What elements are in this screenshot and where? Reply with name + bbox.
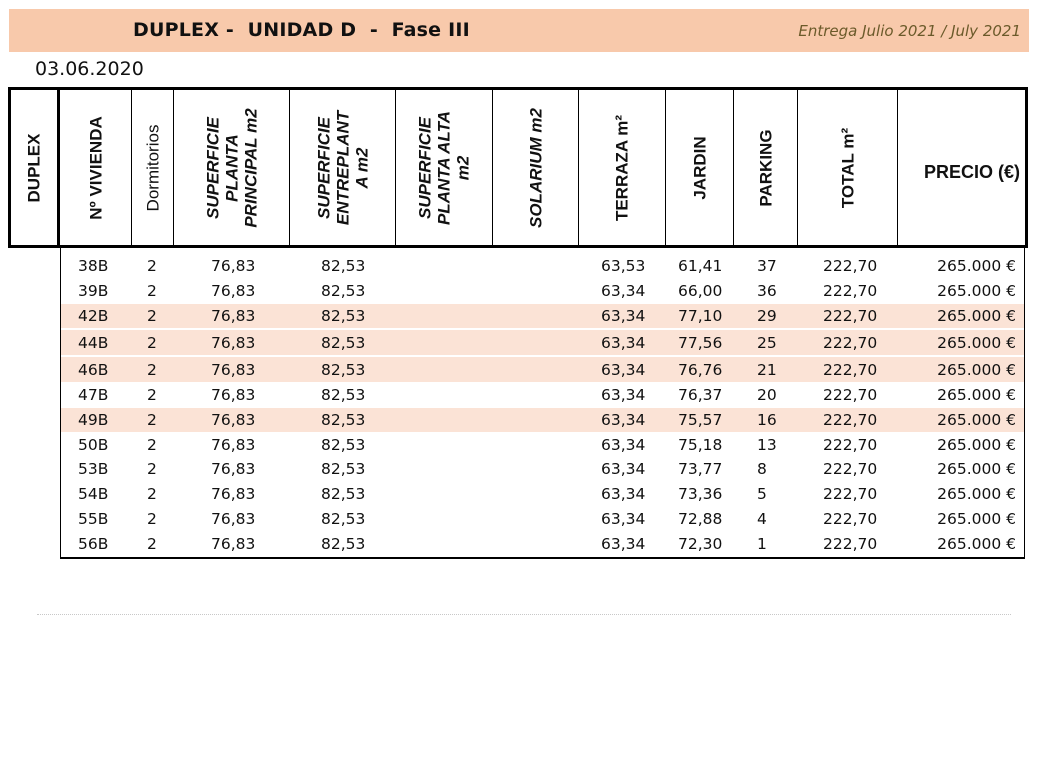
cell-jardin: 75,18 (678, 435, 723, 454)
cell-terraza: 63,34 (601, 435, 646, 454)
table-row (61, 433, 1024, 456)
table-row (61, 384, 1024, 406)
cell-sup_entreplanta: 82,53 (321, 386, 366, 404)
cell-dormitorios: 2 (147, 257, 157, 275)
cell-jardin: 76,37 (678, 386, 723, 404)
cell-precio: 265.000 € (937, 257, 1016, 275)
cell-total: 222,70 (823, 282, 878, 300)
cell-jardin: 72,88 (678, 510, 723, 528)
cell-jardin: 76,76 (678, 360, 723, 379)
cell-parking: 1 (757, 534, 767, 553)
table-row (61, 482, 1024, 506)
cell-precio: 265.000 € (937, 435, 1016, 454)
header-label-solarium: SOLARIUM m2 (526, 107, 545, 228)
cell-precio: 265.000 € (937, 534, 1016, 553)
cell-terraza: 63,53 (601, 257, 646, 275)
cell-sup_principal: 76,83 (211, 534, 256, 553)
cell-parking: 20 (757, 386, 777, 404)
cell-jardin: 75,57 (678, 411, 723, 429)
cell-parking: 8 (757, 459, 767, 478)
header-label-sup_principal: SUPERFICIE PLANTA PRINCIPAL m2 (203, 107, 260, 228)
cell-vivienda: 47B (78, 386, 109, 404)
cell-sup_principal: 76,83 (211, 411, 256, 429)
header-col-parking (734, 90, 798, 245)
cell-precio: 265.000 € (937, 510, 1016, 528)
cell-terraza: 63,34 (601, 485, 646, 503)
cell-precio: 265.000 € (937, 360, 1016, 379)
header-col-dormitorios (132, 90, 174, 245)
cell-parking: 36 (757, 282, 777, 300)
cell-dormitorios: 2 (147, 333, 157, 352)
header-label-dormitorios: Dormitorios (143, 124, 162, 211)
header-col-duplex (11, 90, 60, 245)
cell-parking: 29 (757, 307, 777, 325)
cell-sup_principal: 76,83 (211, 435, 256, 454)
header-label-total: TOTAL m² (838, 127, 857, 208)
cell-terraza: 63,34 (601, 459, 646, 478)
cell-total: 222,70 (823, 435, 878, 454)
table-row (61, 330, 1024, 355)
cell-sup_principal: 76,83 (211, 257, 256, 275)
header-col-total (798, 90, 898, 245)
cell-parking: 5 (757, 485, 767, 503)
cell-total: 222,70 (823, 459, 878, 478)
cell-precio: 265.000 € (937, 386, 1016, 404)
header-col-sup_entreplanta (290, 90, 396, 245)
cell-precio: 265.000 € (937, 307, 1016, 325)
cell-sup_principal: 76,83 (211, 459, 256, 478)
header-col-sup_alta (396, 90, 493, 245)
table-row (61, 408, 1024, 432)
cell-vivienda: 55B (78, 510, 109, 528)
header-col-sup_principal (174, 90, 290, 245)
cell-precio: 265.000 € (937, 282, 1016, 300)
cell-jardin: 73,77 (678, 459, 723, 478)
table-row (61, 532, 1024, 555)
title-banner (9, 9, 1029, 52)
delivery-date-note: Entrega Julio 2021 / July 2021 (798, 22, 1021, 40)
cell-total: 222,70 (823, 360, 878, 379)
header-col-jardin (666, 90, 734, 245)
table-header (8, 87, 1028, 248)
cell-total: 222,70 (823, 386, 878, 404)
cell-sup_entreplanta: 82,53 (321, 257, 366, 275)
cell-dormitorios: 2 (147, 459, 157, 478)
cell-sup_entreplanta: 82,53 (321, 485, 366, 503)
cell-parking: 4 (757, 510, 767, 528)
header-label-terraza: TERRAZA m² (612, 114, 632, 221)
cell-total: 222,70 (823, 257, 878, 275)
cell-dormitorios: 2 (147, 360, 157, 379)
cell-parking: 37 (757, 257, 777, 275)
table-row (61, 357, 1024, 382)
cell-sup_entreplanta: 82,53 (321, 360, 366, 379)
cell-dormitorios: 2 (147, 282, 157, 300)
cell-terraza: 63,34 (601, 333, 646, 352)
cell-sup_principal: 76,83 (211, 307, 256, 325)
cell-vivienda: 53B (78, 459, 109, 478)
cell-dormitorios: 2 (147, 485, 157, 503)
cell-dormitorios: 2 (147, 435, 157, 454)
cell-parking: 13 (757, 435, 777, 454)
cell-total: 222,70 (823, 510, 878, 528)
cell-terraza: 63,34 (601, 411, 646, 429)
cell-dormitorios: 2 (147, 510, 157, 528)
page-title: DUPLEX - UNIDAD D - Fase III (133, 19, 470, 41)
header-label-precio: PRECIO (€) (923, 162, 1020, 182)
cell-dormitorios: 2 (147, 411, 157, 429)
cell-sup_entreplanta: 82,53 (321, 282, 366, 300)
cell-dormitorios: 2 (147, 386, 157, 404)
cell-total: 222,70 (823, 534, 878, 553)
cell-vivienda: 42B (78, 307, 109, 325)
cell-jardin: 77,56 (678, 333, 723, 352)
cell-parking: 21 (757, 360, 777, 379)
table-row (61, 304, 1024, 328)
cell-sup_principal: 76,83 (211, 360, 256, 379)
cell-sup_principal: 76,83 (211, 333, 256, 352)
cell-jardin: 77,10 (678, 307, 723, 325)
header-label-duplex: DUPLEX (24, 133, 44, 202)
cell-total: 222,70 (823, 485, 878, 503)
cell-sup_entreplanta: 82,53 (321, 534, 366, 553)
cell-vivienda: 39B (78, 282, 109, 300)
cell-sup_entreplanta: 82,53 (321, 459, 366, 478)
cell-sup_entreplanta: 82,53 (321, 307, 366, 325)
price-table (60, 248, 1025, 559)
header-label-sup_alta: SUPERFICIE PLANTA ALTA m2 (415, 110, 473, 225)
cell-terraza: 63,34 (601, 282, 646, 300)
cell-precio: 265.000 € (937, 333, 1016, 352)
cell-vivienda: 38B (78, 257, 109, 275)
cell-jardin: 66,00 (678, 282, 723, 300)
cell-jardin: 73,36 (678, 485, 723, 503)
footer-divider (37, 614, 1011, 616)
cell-vivienda: 56B (78, 534, 109, 553)
cell-total: 222,70 (823, 307, 878, 325)
table-row (61, 279, 1024, 303)
cell-sup_principal: 76,83 (211, 485, 256, 503)
header-col-vivienda (60, 90, 132, 245)
cell-sup_entreplanta: 82,53 (321, 510, 366, 528)
cell-dormitorios: 2 (147, 307, 157, 325)
cell-parking: 25 (757, 333, 777, 352)
cell-precio: 265.000 € (937, 459, 1016, 478)
cell-terraza: 63,34 (601, 534, 646, 553)
table-row (61, 254, 1024, 278)
cell-dormitorios: 2 (147, 534, 157, 553)
header-col-precio (898, 90, 1025, 245)
cell-jardin: 72,30 (678, 534, 723, 553)
cell-vivienda: 54B (78, 485, 109, 503)
cell-sup_entreplanta: 82,53 (321, 411, 366, 429)
cell-vivienda: 44B (78, 333, 109, 352)
cell-total: 222,70 (823, 411, 878, 429)
cell-terraza: 63,34 (601, 510, 646, 528)
cell-jardin: 61,41 (678, 257, 723, 275)
cell-terraza: 63,34 (601, 360, 646, 379)
header-label-parking: PARKING (756, 128, 775, 207)
cell-terraza: 63,34 (601, 386, 646, 404)
cell-sup_principal: 76,83 (211, 510, 256, 528)
cell-total: 222,70 (823, 333, 878, 352)
header-label-vivienda: Nº VIVIENDA (86, 115, 105, 220)
cell-precio: 265.000 € (937, 485, 1016, 503)
cell-sup_principal: 76,83 (211, 282, 256, 300)
cell-sup_entreplanta: 82,53 (321, 435, 366, 454)
header-col-terraza (579, 90, 666, 245)
cell-precio: 265.000 € (937, 411, 1016, 429)
header-label-jardin: JARDIN (690, 135, 709, 200)
table-row (61, 507, 1024, 531)
table-row (61, 457, 1024, 480)
cell-vivienda: 46B (78, 360, 109, 379)
header-col-solarium (493, 90, 579, 245)
cell-parking: 16 (757, 411, 777, 429)
cell-vivienda: 49B (78, 411, 109, 429)
cell-sup_principal: 76,83 (211, 386, 256, 404)
cell-sup_entreplanta: 82,53 (321, 333, 366, 352)
document-date: 03.06.2020 (35, 58, 144, 80)
cell-terraza: 63,34 (601, 307, 646, 325)
cell-vivienda: 50B (78, 435, 109, 454)
header-label-sup_entreplanta: SUPERFICIE ENTREPLANT A m2 (314, 110, 371, 225)
